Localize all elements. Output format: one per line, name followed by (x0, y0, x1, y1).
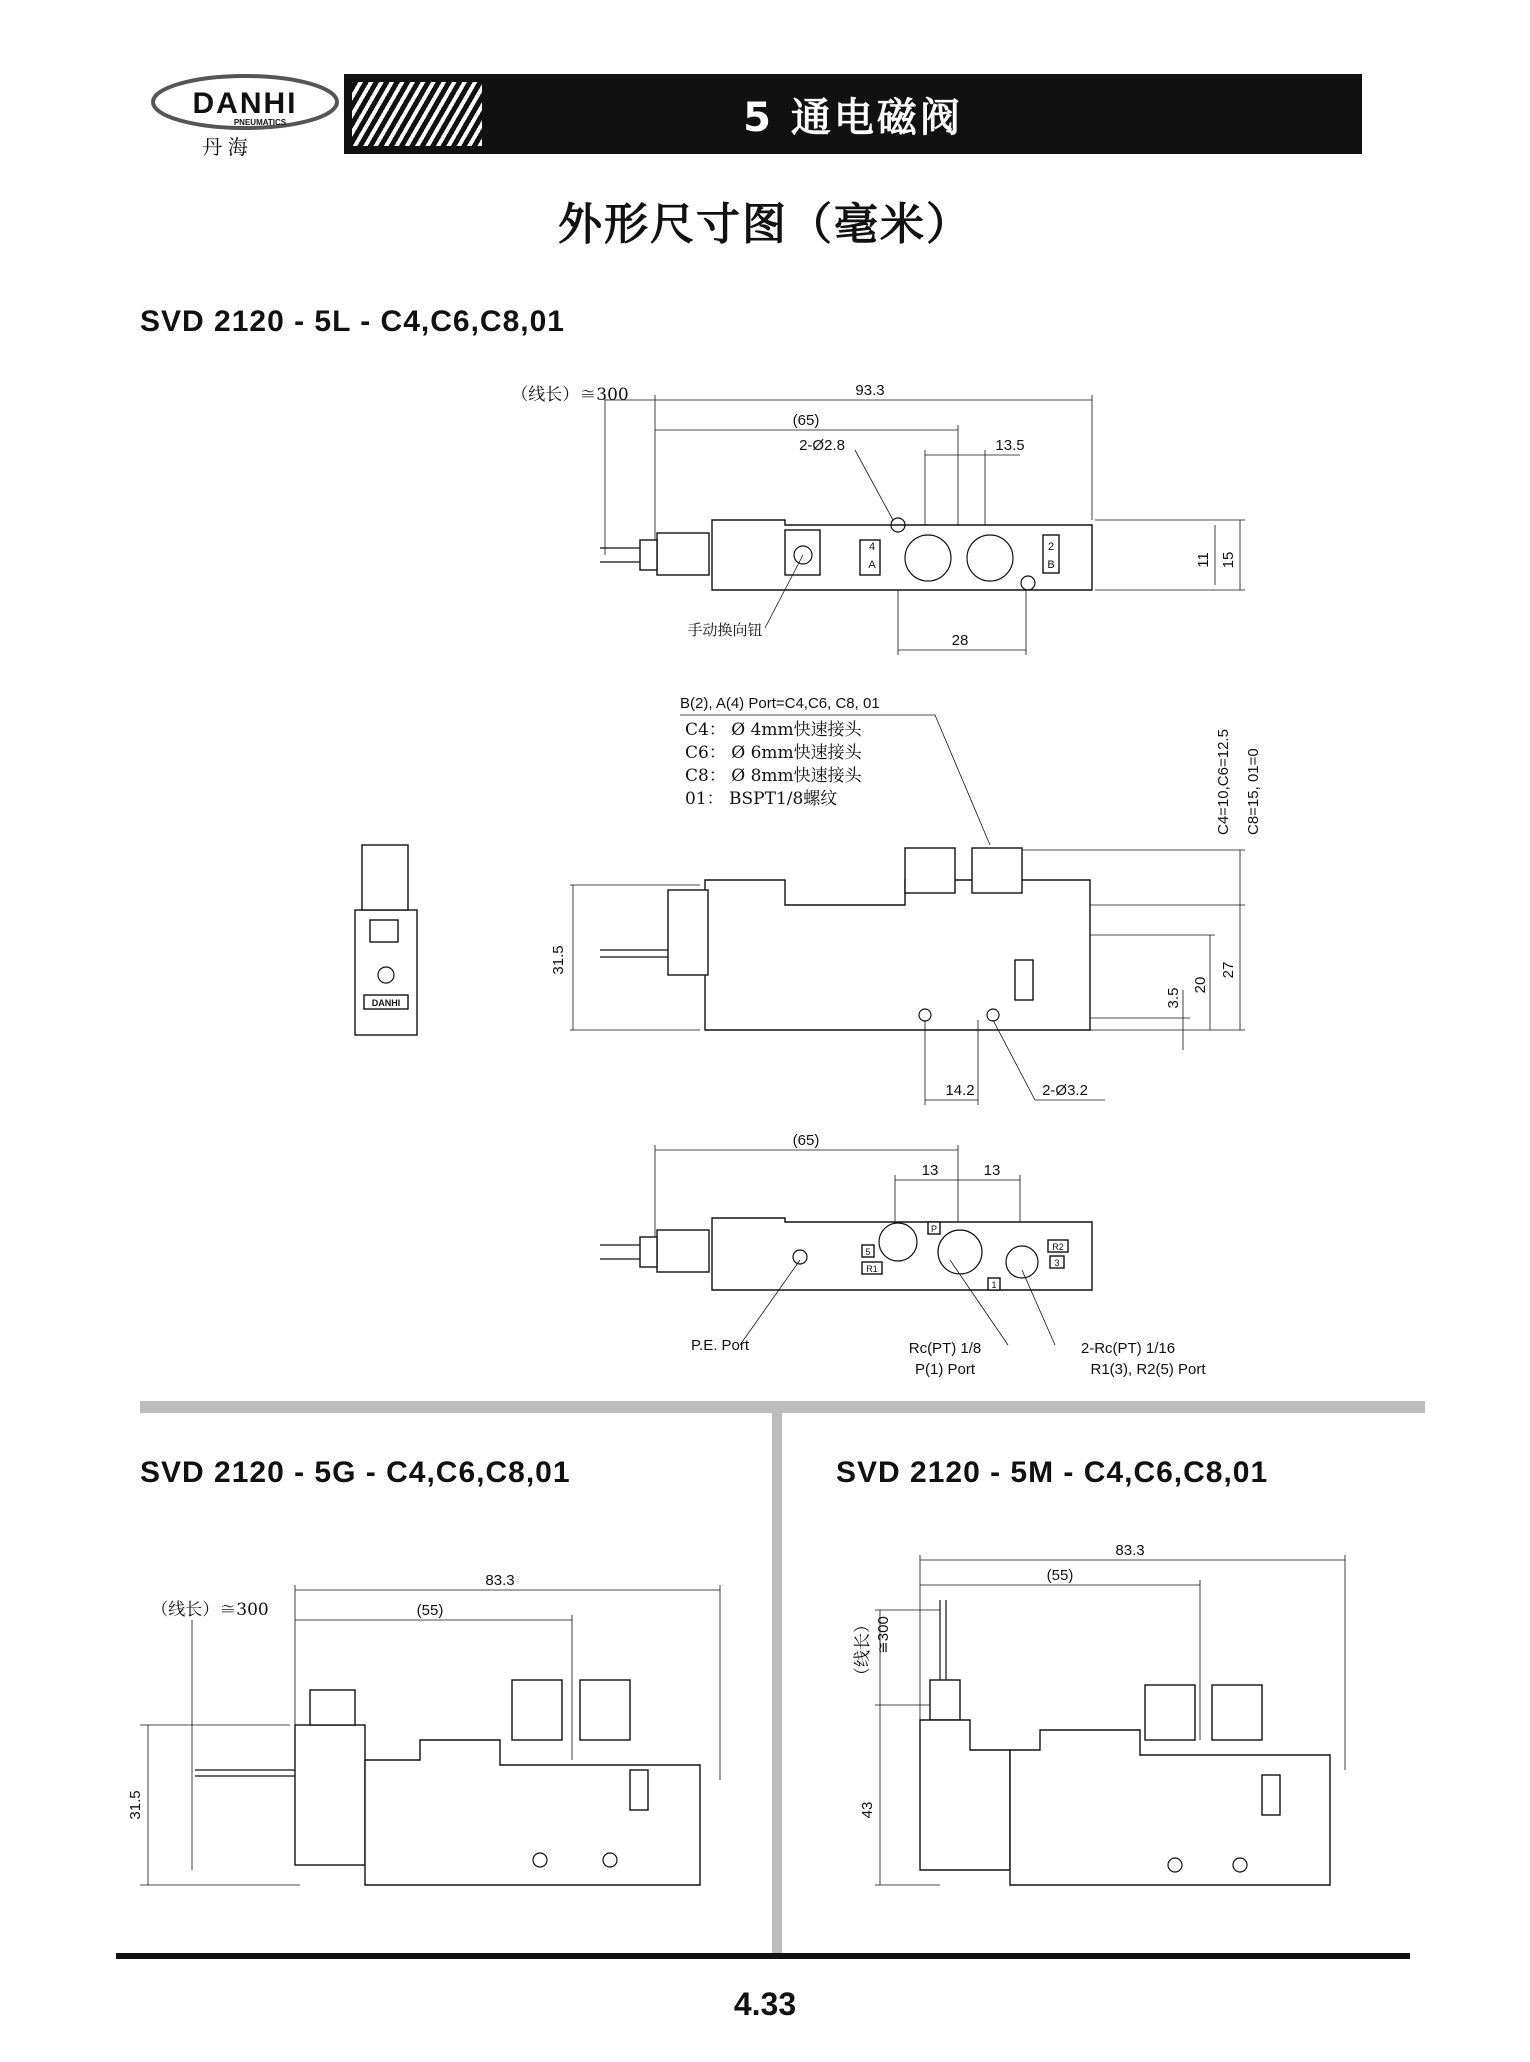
bottom-dim-13a: 13 (921, 1162, 939, 1179)
logo-text: DANHI (192, 87, 298, 120)
g-dim-315: 31.5 (127, 1790, 144, 1820)
model-5m-title: SVD 2120 - 5M - C4,C6,C8,01 (836, 1456, 1269, 1489)
m-dim-833: 83.3 (1115, 1542, 1145, 1559)
p1-port-label: P(1) Port (914, 1361, 976, 1378)
front-dim-142: 14.2 (945, 1082, 975, 1099)
front-dim-hole: 2-Ø3.2 (1042, 1082, 1088, 1099)
side-dim-a: C4=10,C6=12.5 (1215, 729, 1232, 835)
top-dim-933: 93.3 (855, 382, 885, 399)
top-dim-65: (65) (792, 412, 820, 429)
m-wire-len-a: （线长） (853, 1616, 873, 1684)
port-b-label: B (1047, 559, 1055, 571)
g-dim-55: (55) (416, 1602, 444, 1619)
m-dim-55: (55) (1046, 1567, 1074, 1584)
front-view (355, 695, 1262, 1105)
port-spec-c4: C4： Ø 4mm快速接头 (685, 720, 862, 740)
manual-button-label: 手动换向钮 (687, 621, 763, 639)
front-dim-315: 31.5 (550, 945, 567, 975)
front-dim-20: 20 (1192, 976, 1209, 994)
separator-horizontal (140, 1401, 1425, 1413)
footer-rule (116, 1953, 1410, 1959)
model-5l-title: SVD 2120 - 5L - C4,C6,C8,01 (140, 305, 565, 338)
top-dim-28: 28 (951, 632, 969, 649)
page-number: 4.33 (733, 1986, 797, 2022)
bottom-dim-13b: 13 (983, 1162, 1001, 1179)
banner-title: 5 通电磁阀 (743, 95, 963, 141)
top-dim-15: 15 (1220, 551, 1237, 569)
top-dim-11: 11 (1195, 552, 1212, 568)
r-ports-label: R1(3), R2(5) Port (1090, 1361, 1206, 1378)
logo-subtext: PNEUMATICS (233, 118, 287, 127)
port-spec-title: B(2), A(4) Port=C4,C6, C8, 01 (680, 695, 880, 712)
logo-cn: 丹 海 (202, 137, 248, 159)
bottom-lbl-1: 1 (991, 1280, 997, 1290)
g-dim-833: 83.3 (485, 1572, 515, 1589)
front-dim-27: 27 (1220, 961, 1237, 979)
top-wire-len: （线长）≅300 (511, 385, 629, 405)
bottom-lbl-r1: R1 (866, 1264, 878, 1274)
top-dim-hole: 2-Ø2.8 (799, 437, 845, 454)
port-2-label: 2 (1047, 541, 1055, 553)
bottom-lbl-p: P (930, 1224, 938, 1234)
side-dim-b: C8=15, 01=0 (1245, 748, 1262, 835)
rc18-label: Rc(PT) 1/8 (908, 1340, 982, 1357)
drawing-5g (120, 1540, 760, 1940)
bottom-dim-65: (65) (792, 1132, 820, 1149)
separator-vertical (772, 1413, 782, 1953)
top-view (511, 382, 1245, 655)
bottom-lbl-r2: R2 (1052, 1242, 1064, 1252)
model-5g-title: SVD 2120 - 5G - C4,C6,C8,01 (140, 1456, 571, 1489)
g-wire-len: （线长）≅300 (151, 1600, 269, 1620)
port-a-label: A (868, 559, 876, 571)
rc116-label: 2-Rc(PT) 1/16 (1080, 1340, 1176, 1357)
m-dim-43: 43 (859, 1801, 876, 1819)
bottom-lbl-3: 3 (1054, 1258, 1060, 1268)
bottom-lbl-5: 5 (865, 1247, 871, 1257)
drawing-5m (800, 1520, 1360, 1940)
m-wire-len-b: ≅300 (875, 1616, 892, 1654)
bottom-view (600, 1132, 1206, 1378)
port-spec-c8: C8： Ø 8mm快速接头 (685, 766, 862, 786)
port-spec-01: 01： BSPT1/8螺纹 (685, 789, 838, 809)
pe-port-label: P.E. Port (690, 1337, 750, 1354)
page-title: 外形尺寸图（毫米） (558, 199, 972, 250)
top-dim-135: 13.5 (995, 437, 1025, 454)
side-danhi-tag: DANHI (371, 998, 401, 1008)
front-dim-35: 3.5 (1165, 987, 1182, 1009)
port-4-label: 4 (868, 541, 876, 553)
port-spec-c6: C6： Ø 6mm快速接头 (685, 743, 862, 763)
